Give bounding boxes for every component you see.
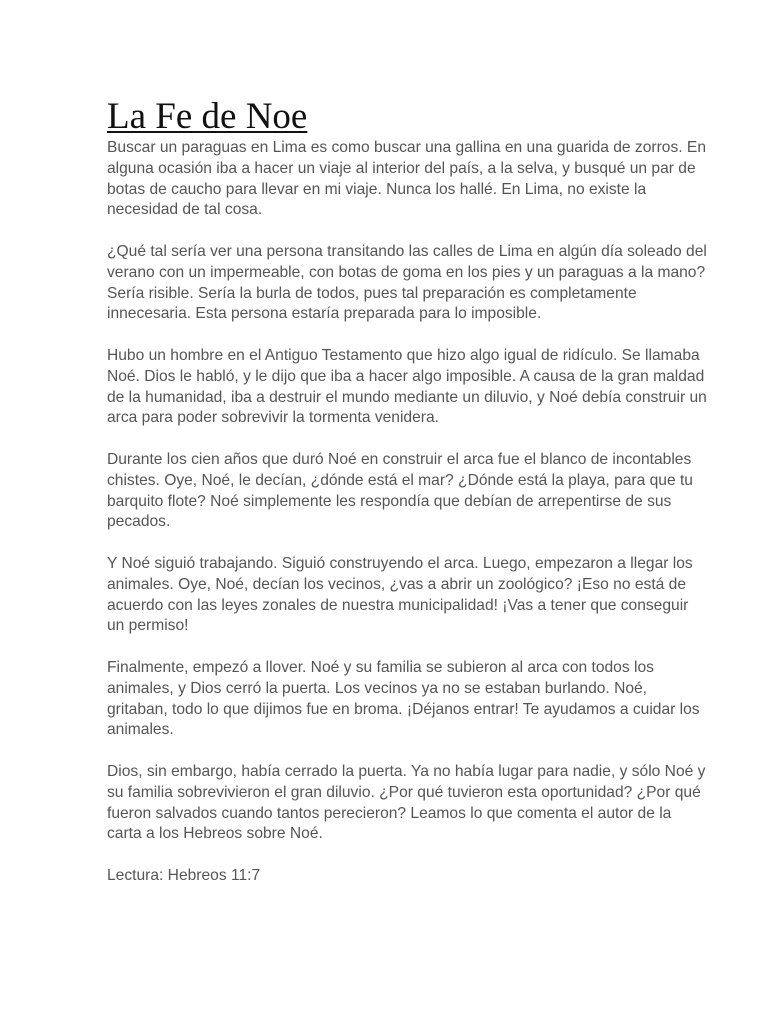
- paragraph-3: Hubo un hombre en el Antiguo Testamento que hizo algo igual de ridículo. Se llamaba Noé. Dios le habló, y le dijo que iba a hacer algo imposible. A causa de la gran maldad de la humanidad, iba a destruir el mundo mediante un diluvio, y Noé debía construir un arca para poder sobrevivir la tormenta venidera.: [107, 346, 707, 427]
- paragraph-5: Y Noé siguió trabajando. Siguió construyendo el arca. Luego, empezaron a llegar los animales. Oye, Noé, decían los vecinos, ¿vas a abrir un zoológico? ¡Eso no está de acuerdo con las leyes zonales de nuestra municipalidad! ¡Vas a tener que conseguir un permiso!: [107, 554, 693, 635]
- paragraph-6: Finalmente, empezó a llover. Noé y su familia se subieron al arca con todos los animales, y Dios cerró la puerta. Los vecinos ya no se estaban burlando. Noé, gritaban, todo lo que dijimos fue en broma. ¡Déjanos entrar! Te ayudamos a cuidar los animales.: [107, 658, 700, 739]
- document-title: La Fe de Noe: [107, 96, 308, 137]
- document-body: [107, 138, 707, 887]
- paragraph-1: Buscar un paraguas en Lima es como buscar una gallina en una guarida de zorros. En alguna ocasión iba a hacer un viaje al interior del país, a la selva, y busqué un par de botas de caucho para llevar en mi viaje. Nunca los hallé. En Lima, no existe la necesidad de tal cosa.: [107, 139, 706, 219]
- paragraph-7: Dios, sin embargo, había cerrado la puerta. Ya no había lugar para nadie, y sólo Noé y su familia sobrevivieron el gran diluvio. ¿Por qué tuvieron esta oportunidad? ¿Por qué fueron salvados cuando tantos perecieron? Leamos lo que comenta el autor de la carta a los Hebreos sobre Noé.: [107, 762, 706, 843]
- paragraph-4: Durante los cien años que duró Noé en construir el arca fue el blanco de incontables chistes. Oye, Noé, le decían, ¿dónde está el mar? ¿Dónde está la playa, para que tu barquito flote? Noé simplemente les respondía que debían de arrepentirse de sus pecados.: [107, 450, 693, 531]
- reading-reference: Lectura: Hebreos 11:7: [107, 866, 261, 884]
- paragraph-2: ¿Qué tal sería ver una persona transitando las calles de Lima en algún día soleado del verano con un impermeable, con botas de goma en los pies y un paraguas a la mano? Sería risible. Sería la burla de todos, pues tal preparación es completamente innecesaria. Esta persona estaría preparada para lo imposible.: [107, 242, 707, 323]
